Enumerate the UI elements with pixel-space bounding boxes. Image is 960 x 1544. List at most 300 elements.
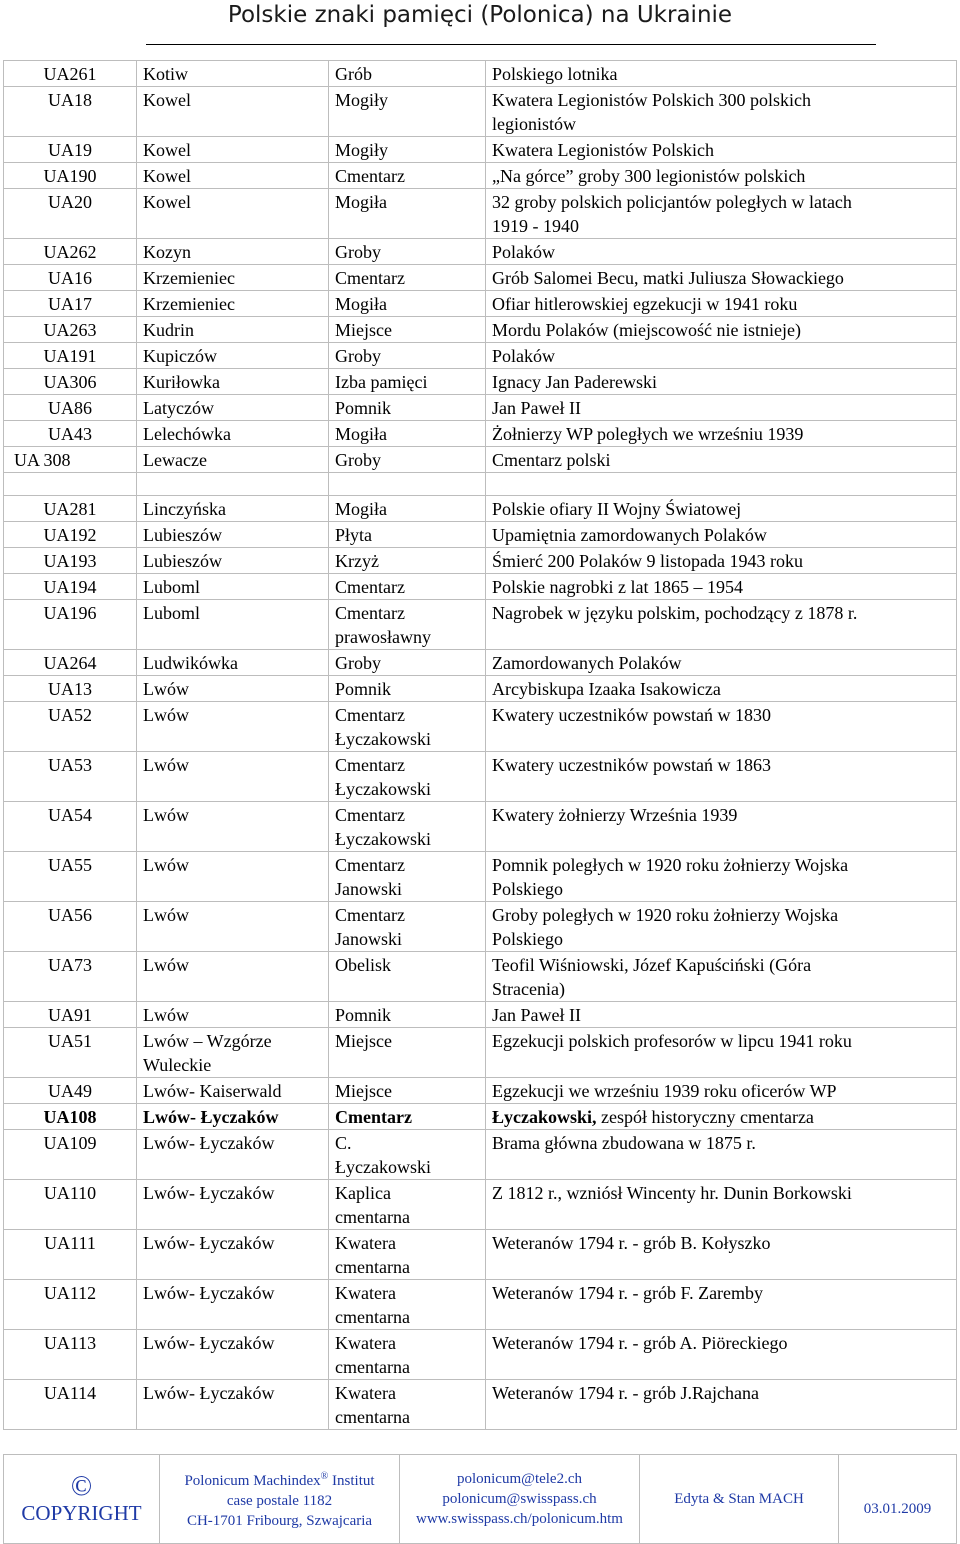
cell-desc	[486, 395, 957, 421]
cell-type	[329, 343, 486, 369]
cell-place-text: Kudrin	[143, 320, 194, 340]
cell-place	[137, 600, 329, 650]
cell-type	[329, 189, 486, 239]
cell-type-text: Mogiła	[335, 192, 387, 212]
table-row	[4, 702, 957, 752]
page-header	[0, 0, 960, 48]
cell-desc-text: Mordu Polaków (miejscowość nie istnieje)	[492, 320, 801, 340]
institute-address: CH-1701 Fribourg, Szwajcaria	[186, 1513, 373, 1529]
cell-desc-text: Grób Salomei Becu, matki Juliusza Słowackiego	[492, 268, 844, 288]
cell-code-text: UA49	[48, 1081, 92, 1101]
cell-place-text: Lwów- Łyczaków	[143, 1383, 275, 1403]
table-row	[4, 1104, 957, 1130]
cell-code-text: UA109	[43, 1133, 97, 1153]
table-row	[4, 343, 957, 369]
cell-desc-text: Jan Paweł II	[492, 1005, 581, 1025]
cell-type	[329, 1130, 486, 1180]
cell-code-text: UA261	[43, 64, 97, 84]
cell-place	[137, 1078, 329, 1104]
cell-code-text: UA113	[43, 1333, 97, 1353]
table-row	[4, 1180, 957, 1230]
cell-code-text: UA16	[48, 268, 92, 288]
cell-code-text: UA 308	[14, 450, 71, 470]
cell-type	[329, 752, 486, 802]
cell-desc	[486, 343, 957, 369]
cell-place	[137, 650, 329, 676]
cell-place-text: Lwów- Łyczaków	[143, 1333, 275, 1353]
cell-type	[329, 1230, 486, 1280]
cell-desc-text: Kwatery uczestników powstań w 1830	[492, 705, 771, 725]
cell-type-text: Cmentarz Łyczakowski	[335, 705, 431, 749]
cell-code	[4, 752, 137, 802]
table-row	[4, 1230, 957, 1280]
table-row	[4, 61, 957, 87]
cell-type-text: Groby	[335, 242, 381, 262]
cell-desc	[486, 496, 957, 522]
cell-desc-text: Weteranów 1794 r. - grób B. Kołyszko	[492, 1233, 771, 1253]
cell-code	[4, 1002, 137, 1028]
copyright-word: COPYRIGHT	[21, 1501, 142, 1525]
cell-place	[137, 1104, 329, 1130]
cell-place	[137, 163, 329, 189]
page-title: Polskie znaki pamięci (Polonica) na Ukrainie	[227, 2, 733, 28]
table-row	[4, 1028, 957, 1078]
cell-desc-text: Teofil Wiśniowski, Józef Kapuściński (Góra Stracenia)	[492, 955, 812, 999]
cell-type-text: Mogiła	[335, 424, 387, 444]
cell-desc	[486, 265, 957, 291]
cell-code-text: UA73	[48, 955, 92, 975]
cell-desc-text: Pomnik poległych w 1920 roku żołnierzy Wojska Polskiego	[492, 855, 849, 899]
cell-place	[137, 291, 329, 317]
cell-place	[137, 1028, 329, 1078]
cell-desc-text: Ignacy Jan Paderewski	[492, 372, 657, 392]
cell-code	[4, 291, 137, 317]
cell-place-text: Kowel	[143, 140, 191, 160]
cell-place-text: Lwów- Łyczaków	[143, 1183, 275, 1203]
cell-desc-text: Polskie nagrobki z lat 1865 – 1954	[492, 577, 743, 597]
cell-place	[137, 952, 329, 1002]
table-row	[4, 650, 957, 676]
table-row	[4, 1330, 957, 1380]
table-row	[4, 87, 957, 137]
cell-place	[137, 87, 329, 137]
cell-type-text: Pomnik	[335, 679, 392, 699]
cell-desc	[486, 600, 957, 650]
table-row	[4, 369, 957, 395]
cell-place-text: Lwów- Łyczaków	[143, 1233, 275, 1253]
cell-type-text: Krzyż	[335, 551, 379, 571]
cell-code	[4, 600, 137, 650]
cell-type-text: Kaplica cmentarna	[335, 1183, 410, 1227]
cell-place	[137, 239, 329, 265]
cell-type	[329, 447, 486, 473]
cell-place	[137, 265, 329, 291]
cell-desc-text: Brama główna zbudowana w 1875 r.	[492, 1133, 756, 1153]
table-row	[4, 676, 957, 702]
cell-code	[4, 1078, 137, 1104]
cell-place-text: Kowel	[143, 192, 191, 212]
cell-place-text: Kuriłowka	[143, 372, 220, 392]
cell-place-text: Lelechówka	[143, 424, 231, 444]
cell-place	[137, 1180, 329, 1230]
footer-table	[3, 1454, 957, 1544]
table-row	[4, 421, 957, 447]
cell-desc	[486, 802, 957, 852]
table-row	[4, 902, 957, 952]
polonica-table-body	[4, 61, 957, 1430]
cell-place-text: Linczyńska	[143, 499, 226, 519]
cell-code-text: UA192	[43, 525, 97, 545]
cell-type-text: Mogiła	[335, 294, 387, 314]
cell-code-text: UA43	[48, 424, 92, 444]
cell-type	[329, 676, 486, 702]
cell-code	[4, 548, 137, 574]
cell-desc	[486, 902, 957, 952]
table-row	[4, 239, 957, 265]
cell-place-text: Lubieszów	[143, 525, 222, 545]
cell-place	[137, 522, 329, 548]
table-row	[4, 137, 957, 163]
cell-desc	[486, 87, 957, 137]
cell-code	[4, 702, 137, 752]
cell-code-text: UA263	[43, 320, 97, 340]
cell-code	[4, 522, 137, 548]
cell-type	[329, 1078, 486, 1104]
institute-postbox: case postale 1182	[226, 1493, 333, 1509]
footer-copyright	[4, 1455, 160, 1544]
cell-desc-text: Ofiar hitlerowskiej egzekucji w 1941 roku	[492, 294, 798, 314]
cell-place	[137, 902, 329, 952]
website-link[interactable]: www.swisspass.ch/polonicum.htm	[416, 1511, 623, 1527]
cell-place-text: Luboml	[143, 603, 200, 623]
cell-code	[4, 1230, 137, 1280]
table-row	[4, 952, 957, 1002]
cell-type-text: Kwatera cmentarna	[335, 1233, 410, 1277]
cell-code-text: UA110	[43, 1183, 97, 1203]
cell-desc-text: Polskiego lotnika	[492, 64, 618, 84]
cell-code	[4, 163, 137, 189]
table-row	[4, 395, 957, 421]
cell-type-text: Kwatera cmentarna	[335, 1333, 410, 1377]
cell-place-text: Lwów – Wzgórze Wuleckie	[143, 1031, 272, 1075]
cell-type-text: Cmentarz Janowski	[335, 855, 405, 899]
cell-type	[329, 163, 486, 189]
cell-desc-text: Kwatery uczestników powstań w 1863	[492, 755, 771, 775]
cell-type-text: Cmentarz prawosławny	[335, 603, 431, 647]
cell-place-text: Luboml	[143, 577, 200, 597]
cell-place-text: Krzemieniec	[143, 268, 235, 288]
cell-type-text: Mogiła	[335, 499, 387, 519]
email-link-1[interactable]: polonicum@tele2.ch	[456, 1471, 583, 1487]
table-row	[4, 752, 957, 802]
table-row	[4, 548, 957, 574]
cell-code-text: UA51	[48, 1031, 92, 1051]
footer-institute	[160, 1455, 400, 1544]
cell-desc	[486, 522, 957, 548]
cell-type-text: Obelisk	[335, 955, 391, 975]
cell-place-text: Lubieszów	[143, 551, 222, 571]
cell-place	[137, 702, 329, 752]
cell-place	[137, 1130, 329, 1180]
cell-type	[329, 137, 486, 163]
cell-place	[137, 574, 329, 600]
cell-code	[4, 447, 137, 473]
registered-mark: ®	[320, 1471, 329, 1482]
cell-code	[4, 265, 137, 291]
cell-place-text: Lwów- Łyczaków	[143, 1107, 279, 1127]
cell-code	[4, 1380, 137, 1430]
table-row	[4, 1280, 957, 1330]
cell-code-text: UA114	[43, 1383, 97, 1403]
cell-code	[4, 87, 137, 137]
cell-code	[4, 574, 137, 600]
cell-desc	[486, 952, 957, 1002]
cell-desc-text: Upamiętnia zamordowanych Polaków	[492, 525, 767, 545]
cell-desc	[486, 574, 957, 600]
header-underline	[146, 44, 876, 45]
cell-type-text: Cmentarz Łyczakowski	[335, 755, 431, 799]
cell-code	[4, 317, 137, 343]
cell-place-text: Lwów	[143, 805, 189, 825]
cell-place	[137, 421, 329, 447]
table-row	[4, 600, 957, 650]
cell-type-text: Miejsce	[335, 1081, 392, 1101]
cell-desc	[486, 650, 957, 676]
cell-code	[4, 421, 137, 447]
cell-place	[137, 1330, 329, 1380]
table-row	[4, 163, 957, 189]
cell-code	[4, 496, 137, 522]
cell-code-text: UA20	[48, 192, 92, 212]
cell-place-text: Lwów	[143, 679, 189, 699]
cell-place-text: Kowel	[143, 90, 191, 110]
cell-place-text: Lwów	[143, 755, 189, 775]
spacer-cell	[137, 473, 329, 496]
cell-type	[329, 317, 486, 343]
cell-type	[329, 496, 486, 522]
cell-place-text: Lwów	[143, 855, 189, 875]
table-row	[4, 852, 957, 902]
cell-type	[329, 291, 486, 317]
cell-type	[329, 87, 486, 137]
cell-place-text: Kozyn	[143, 242, 191, 262]
cell-desc-text: Łyczakowski,	[492, 1107, 597, 1127]
table-row	[4, 265, 957, 291]
cell-desc-text: Jan Paweł II	[492, 398, 581, 418]
cell-code-text: UA306	[43, 372, 97, 392]
table-row	[4, 522, 957, 548]
cell-code-text: UA264	[43, 653, 97, 673]
table-row	[4, 291, 957, 317]
cell-code-text: UA193	[43, 551, 97, 571]
cell-desc	[486, 1230, 957, 1280]
cell-place-text: Latyczów	[143, 398, 214, 418]
cell-type-text: Cmentarz Janowski	[335, 905, 405, 949]
cell-type-text: Pomnik	[335, 1005, 392, 1025]
cell-desc-text: Cmentarz polski	[492, 450, 611, 470]
cell-place	[137, 676, 329, 702]
cell-code-text: UA86	[48, 398, 92, 418]
cell-place-text: Lwów- Kaiserwald	[143, 1081, 282, 1101]
cell-type-text: Groby	[335, 450, 381, 470]
cell-code	[4, 1180, 137, 1230]
cell-type	[329, 61, 486, 87]
cell-desc	[486, 163, 957, 189]
cell-place	[137, 802, 329, 852]
cell-desc-text: Egzekucji polskich profesorów w lipcu 1941 roku	[492, 1031, 852, 1051]
footer-date: 03.01.2009	[839, 1455, 957, 1544]
table-row	[4, 802, 957, 852]
cell-type-text: Cmentarz Łyczakowski	[335, 805, 431, 849]
cell-desc	[486, 137, 957, 163]
cell-type	[329, 1280, 486, 1330]
cell-desc	[486, 852, 957, 902]
cell-desc-text: Egzekucji we wrześniu 1939 roku oficerów WP	[492, 1081, 837, 1101]
cell-type	[329, 1002, 486, 1028]
cell-type	[329, 852, 486, 902]
cell-place	[137, 61, 329, 87]
cell-place	[137, 395, 329, 421]
cell-place-text: Kotiw	[143, 64, 188, 84]
cell-code	[4, 1330, 137, 1380]
cell-type	[329, 369, 486, 395]
cell-code	[4, 1028, 137, 1078]
cell-desc	[486, 1002, 957, 1028]
table-row	[4, 189, 957, 239]
cell-code	[4, 1280, 137, 1330]
copyright-icon: ©	[70, 1471, 93, 1502]
cell-code-text: UA13	[48, 679, 92, 699]
cell-type	[329, 702, 486, 752]
cell-desc	[486, 239, 957, 265]
cell-code-text: UA112	[43, 1283, 97, 1303]
cell-place-text: Lwów- Łyczaków	[143, 1133, 275, 1153]
cell-type	[329, 421, 486, 447]
table-row	[4, 1002, 957, 1028]
cell-desc	[486, 369, 957, 395]
institute-suffix: Institut	[328, 1473, 375, 1489]
table-spacer-row	[4, 473, 957, 496]
cell-code	[4, 852, 137, 902]
cell-type	[329, 239, 486, 265]
spacer-cell	[329, 473, 486, 496]
cell-code-text: UA17	[48, 294, 92, 314]
cell-place	[137, 137, 329, 163]
cell-place	[137, 752, 329, 802]
cell-desc	[486, 548, 957, 574]
cell-type-text: Miejsce	[335, 1031, 392, 1051]
cell-place-text: Ludwikówka	[143, 653, 238, 673]
cell-place-text: Lewacze	[143, 450, 207, 470]
table-row	[4, 447, 957, 473]
cell-code	[4, 1104, 137, 1130]
cell-desc	[486, 1280, 957, 1330]
cell-type	[329, 802, 486, 852]
cell-desc-text: Zamordowanych Polaków	[492, 653, 682, 673]
cell-desc-text: Śmierć 200 Polaków 9 listopada 1943 roku	[492, 551, 803, 571]
cell-place	[137, 1380, 329, 1430]
cell-desc-text: Weteranów 1794 r. - grób J.Rajchana	[492, 1383, 759, 1403]
cell-place	[137, 1002, 329, 1028]
cell-desc-rest-text: zespół historyczny cmentarza	[596, 1107, 814, 1127]
cell-type-text: Płyta	[335, 525, 373, 545]
cell-desc-text: Żołnierzy WP poległych we wrześniu 1939	[492, 424, 804, 444]
cell-desc	[486, 61, 957, 87]
cell-code-text: UA262	[43, 242, 97, 262]
cell-desc-text: 32 groby polskich policjantów poległych w latach 1919 - 1940	[492, 192, 852, 236]
cell-desc-text: Kwatera Legionistów Polskich	[492, 140, 714, 160]
cell-place	[137, 189, 329, 239]
email-link-2[interactable]: polonicum@swisspass.ch	[442, 1491, 597, 1507]
cell-code	[4, 395, 137, 421]
spacer-cell	[486, 473, 957, 496]
table-row	[4, 496, 957, 522]
cell-type	[329, 548, 486, 574]
cell-place-text: Krzemieniec	[143, 294, 235, 314]
cell-code-text: UA196	[43, 603, 97, 623]
footer-row	[4, 1455, 957, 1544]
cell-desc-text: Arcybiskupa Izaaka Isakowicza	[492, 679, 721, 699]
cell-desc-text: Groby poległych w 1920 roku żołnierzy Wojska Polskiego	[492, 905, 839, 949]
cell-desc	[486, 1180, 957, 1230]
cell-desc	[486, 1380, 957, 1430]
cell-type-text: Cmentarz	[335, 268, 405, 288]
cell-code-text: UA91	[48, 1005, 92, 1025]
cell-type-text: Groby	[335, 653, 381, 673]
cell-code	[4, 902, 137, 952]
cell-place-text: Kupiczów	[143, 346, 217, 366]
cell-type-text: Cmentarz	[335, 166, 405, 186]
cell-code-text: UA53	[48, 755, 92, 775]
cell-code-text: UA19	[48, 140, 92, 160]
cell-desc	[486, 1028, 957, 1078]
cell-desc	[486, 1330, 957, 1380]
cell-place	[137, 1230, 329, 1280]
cell-code	[4, 650, 137, 676]
cell-desc	[486, 291, 957, 317]
cell-desc	[486, 1130, 957, 1180]
cell-desc	[486, 702, 957, 752]
cell-place	[137, 1280, 329, 1330]
polonica-table	[3, 60, 957, 1430]
cell-type	[329, 1180, 486, 1230]
table-row	[4, 1078, 957, 1104]
cell-type-text: Kwatera cmentarna	[335, 1383, 410, 1427]
cell-code	[4, 369, 137, 395]
cell-code-text: UA52	[48, 705, 92, 725]
cell-desc-text: Kwatera Legionistów Polskich 300 polskich legionistów	[492, 90, 811, 134]
cell-type	[329, 1330, 486, 1380]
cell-code-text: UA281	[43, 499, 97, 519]
cell-place	[137, 496, 329, 522]
cell-desc	[486, 421, 957, 447]
cell-type	[329, 265, 486, 291]
cell-desc-text: Polaków	[492, 346, 555, 366]
cell-code-text: UA54	[48, 805, 92, 825]
cell-desc	[486, 189, 957, 239]
cell-desc-text: Kwatery żołnierzy Września 1939	[492, 805, 738, 825]
cell-type-text: Miejsce	[335, 320, 392, 340]
cell-type	[329, 1028, 486, 1078]
table-row	[4, 574, 957, 600]
cell-type-text: Pomnik	[335, 398, 392, 418]
cell-code	[4, 802, 137, 852]
spacer-cell	[4, 473, 137, 496]
cell-place-text: Lwów	[143, 705, 189, 725]
footer-authors: Edyta & Stan MACH	[640, 1455, 839, 1544]
cell-type	[329, 395, 486, 421]
cell-code	[4, 239, 137, 265]
